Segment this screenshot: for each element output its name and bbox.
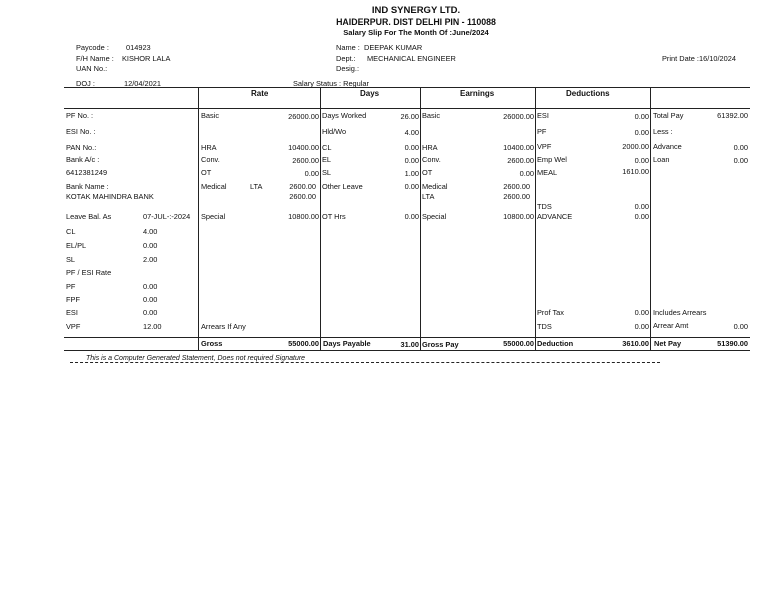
dashed-separator bbox=[70, 362, 660, 363]
ded-empwel-value: 0.00 bbox=[634, 156, 649, 165]
rate-ot-value: 0.00 bbox=[304, 169, 319, 178]
leave-bal-date: 07-JUL-:-2024 bbox=[143, 212, 191, 221]
ded-meal-value: 1610.00 bbox=[622, 167, 649, 176]
days-sl-label: SL bbox=[322, 168, 332, 177]
name-value: DEEPAK KUMAR bbox=[364, 43, 423, 52]
days-payable-value: 31.00 bbox=[400, 340, 419, 349]
print-date: Print Date :16/10/2024 bbox=[662, 54, 736, 63]
rate-hra-value: 10400.00 bbox=[288, 143, 319, 152]
gross-pay-label: Gross Pay bbox=[422, 340, 459, 349]
advance-value: 0.00 bbox=[733, 143, 748, 152]
ded-tds2-value: 0.00 bbox=[634, 322, 649, 331]
earn-medical-value: 2600.00 bbox=[503, 182, 530, 191]
rate-esi-label: ESI bbox=[66, 308, 78, 317]
gross-pay-value: 55000.00 bbox=[503, 339, 534, 348]
includes-arrears: Includes Arrears bbox=[653, 308, 707, 317]
earn-conv-value: 2600.00 bbox=[507, 156, 534, 165]
ded-meal-label: MEAL bbox=[537, 168, 558, 177]
rate-special-value: 10800.00 bbox=[288, 212, 319, 221]
days-hldwo-value: 4.00 bbox=[404, 128, 419, 137]
gross-value: 55000.00 bbox=[288, 339, 319, 348]
pf-esi-rate-label: PF / ESI Rate bbox=[66, 268, 112, 277]
salary-status: Salary Status : Regular bbox=[293, 79, 369, 88]
leave-sl-label: SL bbox=[66, 255, 76, 264]
deduction-label: Deduction bbox=[537, 339, 574, 348]
col-divider-5 bbox=[650, 87, 651, 350]
slip-title: Salary Slip For The Month Of :June/2024 bbox=[343, 28, 489, 37]
days-worked-label: Days Worked bbox=[322, 111, 367, 120]
net-pay-label: Net Pay bbox=[654, 339, 682, 348]
days-other-leave-value: 0.00 bbox=[404, 182, 419, 191]
days-cl-value: 0.00 bbox=[404, 143, 419, 152]
ded-tds-label: TDS bbox=[537, 202, 552, 211]
rate-basic-label: Basic bbox=[201, 111, 220, 120]
advance-label: Advance bbox=[653, 142, 682, 151]
earn-basic-label: Basic bbox=[422, 111, 441, 120]
rate-lta-value: 2600.00 bbox=[289, 192, 316, 201]
bank-ac-label: Bank A/c : bbox=[66, 155, 100, 164]
name-label: Name : bbox=[336, 43, 360, 52]
rate-hra-label: HRA bbox=[201, 143, 217, 152]
rate-basic-value: 26000.00 bbox=[288, 112, 319, 121]
doj-value: 12/04/2021 bbox=[124, 79, 161, 88]
bank-name-value: KOTAK MAHINDRA BANK bbox=[66, 192, 154, 201]
company-address: HAIDERPUR. DIST DELHI PIN - 110088 bbox=[336, 17, 496, 27]
table-top-rule bbox=[64, 87, 750, 88]
header-earnings: Earnings bbox=[460, 89, 495, 98]
dept-label: Dept.: bbox=[336, 54, 356, 63]
ded-tds-value: 0.00 bbox=[634, 202, 649, 211]
days-el-label: EL bbox=[322, 155, 332, 164]
gross-label: Gross bbox=[201, 339, 223, 348]
loan-label: Loan bbox=[653, 155, 670, 164]
leave-bal-label: Leave Bal. As bbox=[66, 212, 112, 221]
rate-pf-label: PF bbox=[66, 282, 76, 291]
days-hldwo-label: Hld/Wo bbox=[322, 127, 347, 136]
earn-conv-label: Conv. bbox=[422, 155, 441, 164]
earn-basic-value: 26000.00 bbox=[503, 112, 534, 121]
rate-vpf-value: 12.00 bbox=[143, 322, 162, 331]
col-divider-2 bbox=[320, 87, 321, 350]
arrears-if-any: Arrears If Any bbox=[201, 322, 246, 331]
ded-advance-label: ADVANCE bbox=[537, 212, 573, 221]
ded-pf-label: PF bbox=[537, 127, 547, 136]
ded-pf-value: 0.00 bbox=[634, 128, 649, 137]
ded-proftax-value: 0.00 bbox=[634, 308, 649, 317]
earn-ot-value: 0.00 bbox=[519, 169, 534, 178]
earn-special-label: Special bbox=[422, 212, 447, 221]
uan-label: UAN No.: bbox=[76, 64, 108, 73]
earn-ot-label: OT bbox=[422, 168, 433, 177]
rate-esi-value: 0.00 bbox=[143, 308, 158, 317]
doj-label: DOJ : bbox=[76, 79, 95, 88]
bank-name-label: Bank Name : bbox=[66, 182, 109, 191]
computer-generated-note: This is a Computer Generated Statement, Does not required Signature bbox=[86, 355, 306, 362]
paycode-value: 014923 bbox=[126, 43, 151, 52]
earn-special-value: 10800.00 bbox=[503, 212, 534, 221]
less-label: Less : bbox=[653, 127, 673, 136]
rate-conv-label: Conv. bbox=[201, 155, 220, 164]
fh-name-label: F/H Name : bbox=[76, 54, 114, 63]
esi-no-label: ESI No. : bbox=[66, 127, 96, 136]
leave-cl-value: 4.00 bbox=[143, 227, 158, 236]
earn-hra-value: 10400.00 bbox=[503, 143, 534, 152]
days-worked-value: 26.00 bbox=[400, 112, 419, 121]
total-pay-label: Total Pay bbox=[653, 111, 684, 120]
account-number: 6412381249 bbox=[66, 168, 108, 177]
net-pay-value: 51390.00 bbox=[717, 339, 748, 348]
header-deductions: Deductions bbox=[566, 89, 610, 98]
rate-medical-value: 2600.00 bbox=[289, 182, 316, 191]
pf-no-label: PF No. : bbox=[66, 111, 94, 120]
days-ot-hrs-value: 0.00 bbox=[404, 212, 419, 221]
ded-vpf-label: VPF bbox=[537, 142, 552, 151]
ded-empwel-label: Emp Wel bbox=[537, 155, 567, 164]
earn-hra-label: HRA bbox=[422, 143, 438, 152]
rate-special-label: Special bbox=[201, 212, 226, 221]
earn-lta-value: 2600.00 bbox=[503, 192, 530, 201]
rate-conv-value: 2600.00 bbox=[292, 156, 319, 165]
loan-value: 0.00 bbox=[733, 156, 748, 165]
earn-lta-label: LTA bbox=[422, 192, 435, 201]
company-name: IND SYNERGY LTD. bbox=[371, 5, 461, 16]
col-divider-4 bbox=[535, 87, 536, 350]
header-days: Days bbox=[360, 89, 380, 98]
paycode-label: Paycode : bbox=[76, 43, 109, 52]
rate-fpf-label: FPF bbox=[66, 295, 80, 304]
days-ot-hrs-label: OT Hrs bbox=[322, 212, 346, 221]
table-gross-rule bbox=[64, 337, 750, 338]
rate-medical-label: Medical bbox=[201, 182, 227, 191]
header-rate: Rate bbox=[251, 89, 269, 98]
table-bottom-rule bbox=[64, 350, 750, 351]
ded-esi-label: ESI bbox=[537, 111, 549, 120]
desig-label: Desig.: bbox=[336, 64, 360, 73]
arrear-amt-label: Arrear Amt bbox=[653, 321, 689, 330]
days-payable-label: Days Payable bbox=[323, 339, 371, 348]
ded-esi-value: 0.00 bbox=[634, 112, 649, 121]
leave-sl-value: 2.00 bbox=[143, 255, 158, 264]
days-sl-value: 1.00 bbox=[404, 169, 419, 178]
col-divider-1 bbox=[198, 87, 199, 350]
earn-medical-label: Medical bbox=[422, 182, 448, 191]
days-cl-label: CL bbox=[322, 143, 332, 152]
days-el-value: 0.00 bbox=[404, 156, 419, 165]
leave-el-value: 0.00 bbox=[143, 241, 158, 250]
arrear-amt-value: 0.00 bbox=[733, 322, 748, 331]
ded-advance-value: 0.00 bbox=[634, 212, 649, 221]
rate-fpf-value: 0.00 bbox=[143, 295, 158, 304]
rate-pf-value: 0.00 bbox=[143, 282, 158, 291]
ded-proftax-label: Prof Tax bbox=[537, 308, 564, 317]
pan-no-label: PAN No.: bbox=[66, 143, 97, 152]
leave-cl-label: CL bbox=[66, 227, 76, 236]
col-divider-3 bbox=[420, 87, 421, 350]
rate-vpf-label: VPF bbox=[66, 322, 81, 331]
total-pay-value: 61392.00 bbox=[717, 111, 748, 120]
days-other-leave-label: Other Leave bbox=[322, 182, 363, 191]
ded-tds2-label: TDS bbox=[537, 322, 552, 331]
rate-ot-label: OT bbox=[201, 168, 212, 177]
rate-lta-label: LTA bbox=[250, 182, 263, 191]
dept-value: MECHANICAL ENGINEER bbox=[367, 54, 456, 63]
leave-el-label: EL/PL bbox=[66, 241, 87, 250]
fh-name-value: KISHOR LALA bbox=[122, 54, 171, 63]
ded-vpf-value: 2000.00 bbox=[622, 142, 649, 151]
deduction-value: 3610.00 bbox=[622, 339, 649, 348]
table-header-rule bbox=[64, 108, 750, 109]
